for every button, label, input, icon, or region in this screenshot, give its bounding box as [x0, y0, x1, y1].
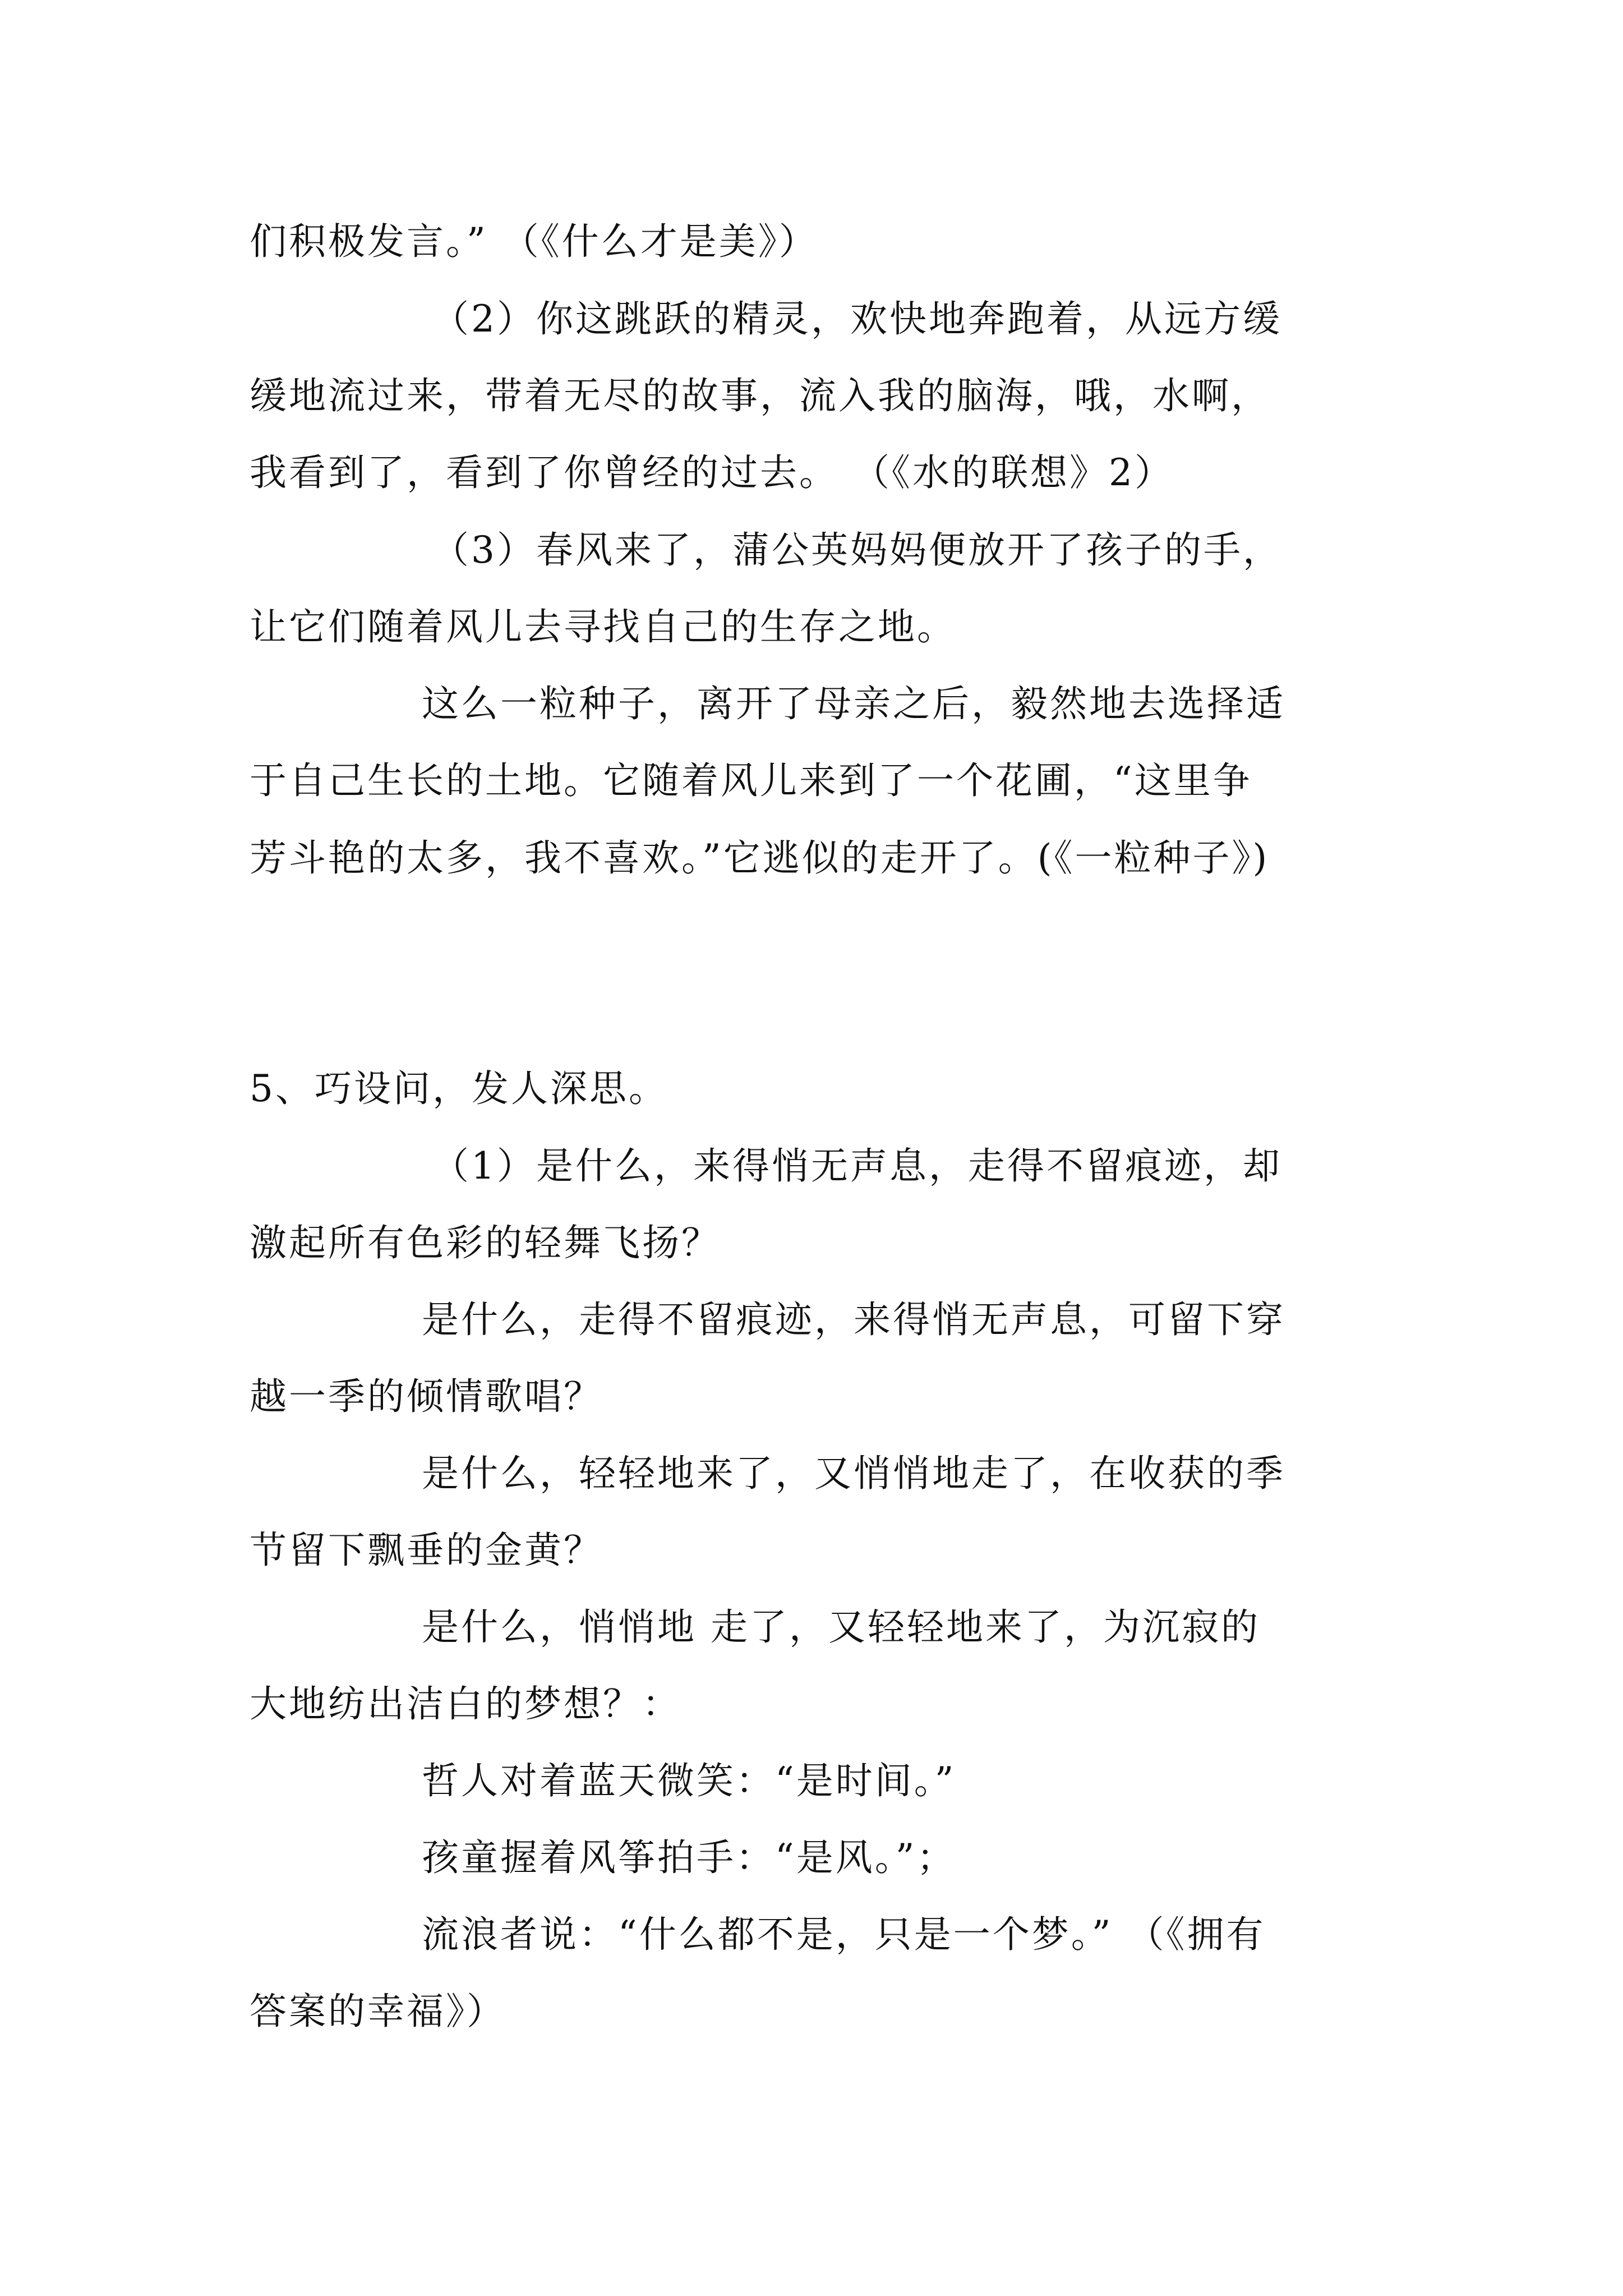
text-line: 缓地流过来，带着无尽的故事，流入我的脑海，哦，水啊， [250, 374, 1270, 417]
text-line: 越一季的倾情歌唱？ [250, 1375, 603, 1418]
text-line: 激起所有色彩的轻舞飞扬？ [250, 1221, 721, 1264]
text-line: （3）春风来了，蒲公英妈妈便放开了孩子的手， [432, 528, 1282, 572]
text-line: 让它们随着风儿去寻找自己的生存之地。 [250, 605, 956, 648]
text-line: 们积极发言。” （《什么才是美》） [250, 220, 818, 263]
text-line: （1）是什么，来得悄无声息，走得不留痕迹，却 [432, 1144, 1282, 1188]
text-line: 芳斗艳的太多，我不喜欢。”它逃似的走开了。(《一粒种子》) [250, 836, 1270, 880]
text-line: 是什么，轻轻地来了，又悄悄地走了，在收获的季 [422, 1452, 1285, 1495]
text-line: （2）你这跳跃的精灵，欢快地奔跑着，从远方缓 [432, 297, 1282, 341]
text-line: 于自己生长的土地。它随着风儿来到了一个花圃，“这里争 [250, 759, 1252, 802]
text-line: 节留下飘垂的金黄？ [250, 1529, 603, 1572]
text-line: 这么一粒种子，离开了母亲之后，毅然地去选择适 [422, 682, 1285, 725]
section-heading: 5、巧设问，发人深思。 [250, 1067, 668, 1110]
text-line: 是什么，走得不留痕迹，来得悄无声息，可留下穿 [422, 1298, 1285, 1341]
text-line: 哲人对着蓝天微笑：“是时间。” [422, 1759, 956, 1802]
text-line: 流浪者说：“什么都不是，只是一个梦。” （《拥有 [422, 1913, 1266, 1956]
text-line: 大地纺出洁白的梦想？： [250, 1682, 681, 1726]
text-line: 是什么，悄悄地 走了，又轻轻地来了，为沉寂的 [422, 1605, 1260, 1649]
text-line: 答案的幸福》） [250, 1990, 506, 2033]
text-line: 我看到了，看到了你曾经的过去。 （《水的联想》2） [250, 451, 1174, 494]
text-line: 孩童握着风筝拍手：“是风。”； [422, 1836, 956, 1879]
